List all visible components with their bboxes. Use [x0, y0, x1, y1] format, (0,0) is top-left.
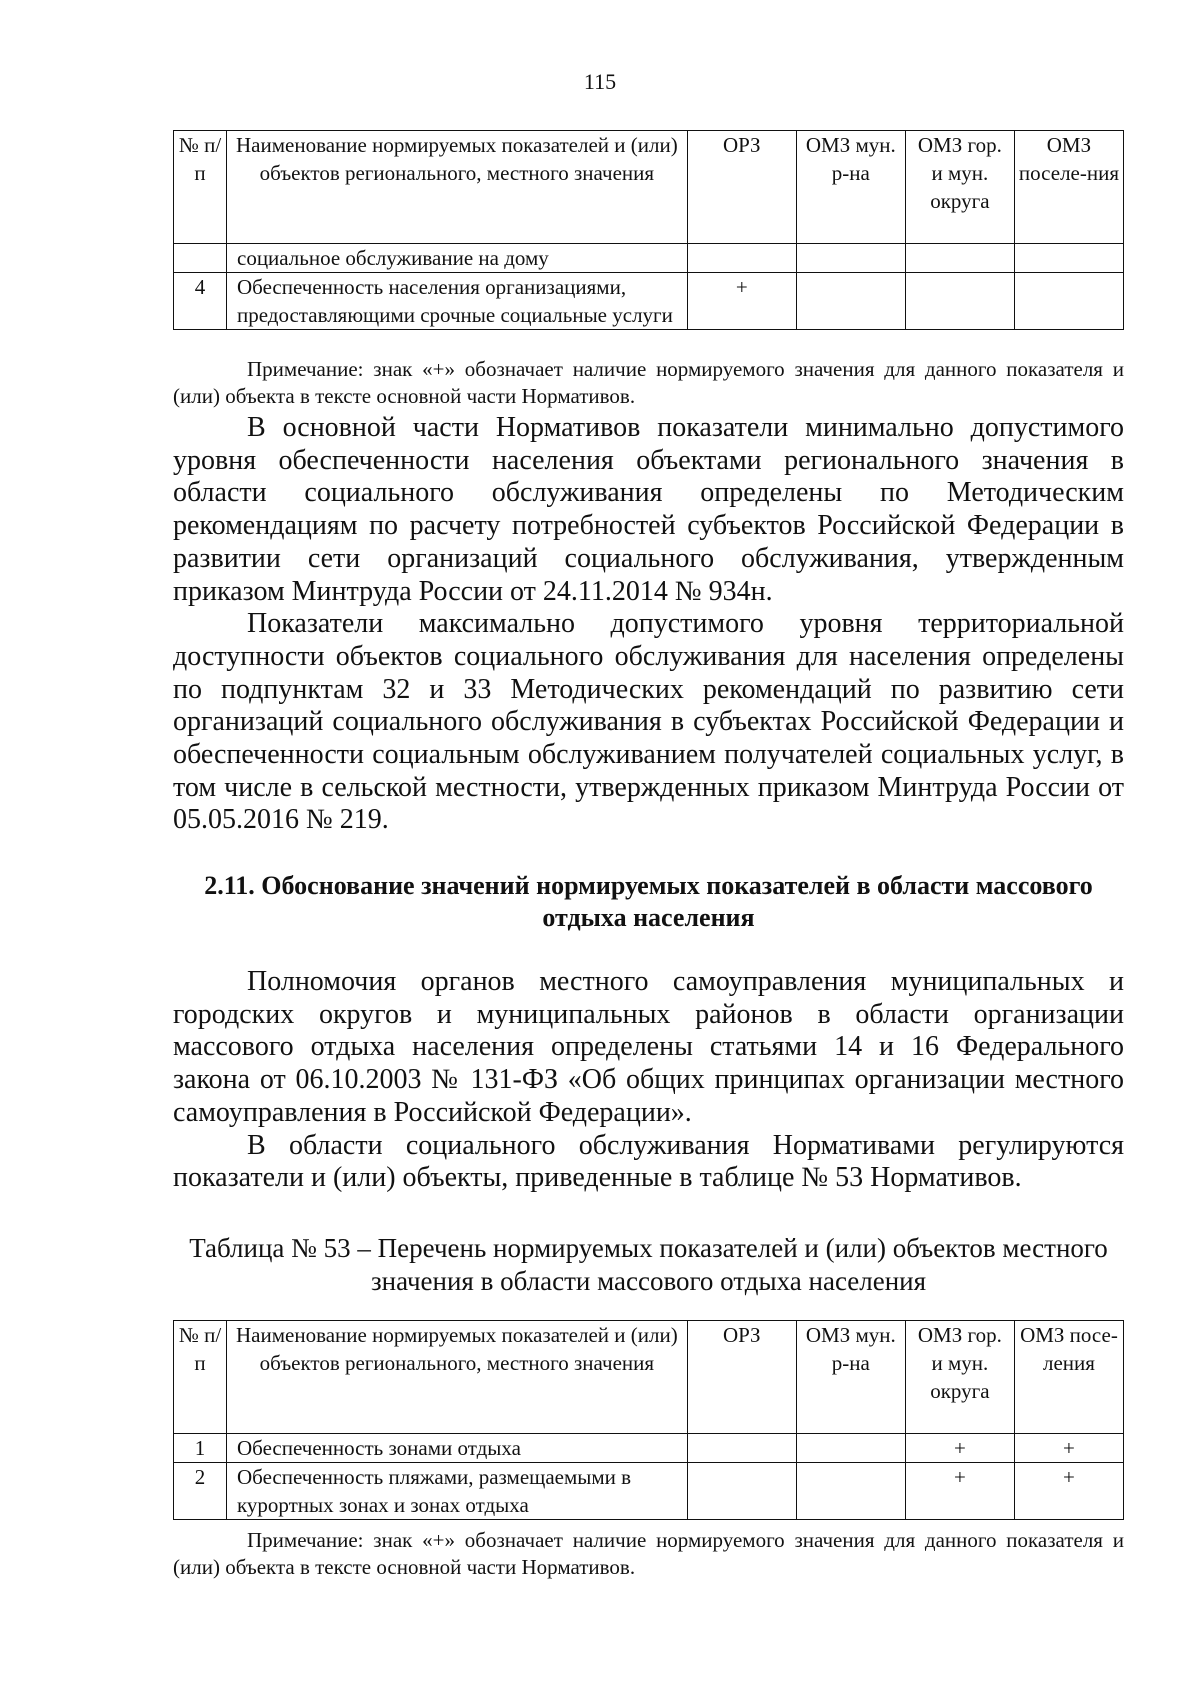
row-num: 1 — [174, 1434, 227, 1463]
table-caption: Таблица № 53 – Перечень нормируемых показателей и (или) объектов местного значения в области массового отдыха населения — [189, 1233, 1108, 1296]
section-heading: 2.11. Обоснование значений нормируемых показателей в области массового отдыха населения — [204, 871, 1093, 932]
table-53 — [173, 1320, 1124, 1520]
header-orz: ОРЗ — [687, 1321, 796, 1434]
header-num: № п/п — [174, 131, 227, 244]
paragraph: Полномочия органов местного самоуправления муниципальных и городских округов и муниципальных районов в области организации массового отдыха населения определены статьями 14 и 16 Федерального закона от 06.10.2003 № 131-ФЗ «Об общих принципах организации местного самоуправления в Российской Федерации». — [173, 966, 1124, 1128]
row-num: 4 — [174, 273, 227, 330]
row-orz: + — [687, 273, 796, 330]
row-omz-pos: + — [1014, 1434, 1123, 1463]
row-omz-gor: + — [905, 1434, 1014, 1463]
table-row — [174, 244, 1124, 273]
header-num: № п/п — [174, 1321, 227, 1434]
paragraph: В основной части Нормативов показатели минимально допустимого уровня обеспеченности населения объектами регионального значения в области социального обслуживания определены по Методическим рекомендациям по расчету потребностей субъектов Российской Федерации в развитии сети организаций социального обслуживания, утвержденным приказом Минтруда России от 24.11.2014 № 934н. — [173, 412, 1124, 607]
body-section-1 — [173, 412, 1124, 837]
header-omz-mun: ОМЗ мун. р-на — [796, 1321, 905, 1434]
row-name: социальное обслуживание на дому — [227, 244, 688, 273]
header-omz-gor: ОМЗ гор. и мун. округа — [905, 131, 1014, 244]
header-omz-pos: ОМЗ поселе-ния — [1014, 131, 1123, 244]
row-omz-mun — [796, 1463, 905, 1520]
header-name: Наименование нормируемых показателей и (или) объектов регионального, местного значения — [227, 1321, 688, 1434]
row-orz — [687, 1434, 796, 1463]
row-orz — [687, 244, 796, 273]
header-orz: ОРЗ — [687, 131, 796, 244]
row-name: Обеспеченность населения организациями, предоставляющими срочные социальные услуги — [227, 273, 688, 330]
table-note: Примечание: знак «+» обозначает наличие нормируемого значения для данного показателя и (или) объекта в тексте основной части Нормативов. — [173, 357, 1124, 408]
table-row — [174, 1463, 1124, 1520]
row-omz-gor — [905, 273, 1014, 330]
row-omz-gor: + — [905, 1463, 1014, 1520]
row-omz-pos — [1014, 244, 1123, 273]
paragraph: В области социального обслуживания Нормативами регулируются показатели и (или) объекты, приведенные в таблице № 53 Нормативов. — [173, 1129, 1124, 1194]
table-header-row — [174, 1321, 1124, 1434]
table-row — [174, 1434, 1124, 1463]
page-number: 115 — [583, 69, 617, 94]
header-name: Наименование нормируемых показателей и (или) объектов регионального, местного значения — [227, 131, 688, 244]
row-orz — [687, 1463, 796, 1520]
row-omz-mun — [796, 273, 905, 330]
body-section-2 — [173, 966, 1124, 1195]
row-omz-gor — [905, 244, 1014, 273]
row-omz-mun — [796, 244, 905, 273]
row-num: 2 — [174, 1463, 227, 1520]
row-name: Обеспеченность зонами отдыха — [227, 1434, 688, 1463]
table-row — [174, 273, 1124, 330]
row-omz-pos: + — [1014, 1463, 1123, 1520]
header-omz-gor: ОМЗ гор. и мун. округа — [905, 1321, 1014, 1434]
row-omz-mun — [796, 1434, 905, 1463]
table-continuation — [173, 130, 1124, 330]
row-num — [174, 244, 227, 273]
header-omz-pos: ОМЗ посе-ления — [1014, 1321, 1123, 1434]
row-name: Обеспеченность пляжами, размещаемыми в курортных зонах и зонах отдыха — [227, 1463, 688, 1520]
row-omz-pos — [1014, 273, 1123, 330]
table-note: Примечание: знак «+» обозначает наличие нормируемого значения для данного показателя и (или) объекта в тексте основной части Нормативов. — [173, 1528, 1124, 1579]
header-omz-mun: ОМЗ мун. р-на — [796, 131, 905, 244]
table-header-row — [174, 131, 1124, 244]
paragraph: Показатели максимально допустимого уровня территориальной доступности объектов социального обслуживания для населения определены по подпунктам 32 и 33 Методических рекомендаций по развитию сети организаций социального обслуживания в субъектах Российской Федерации и обеспеченности социальным обслуживанием получателей социальных услуг, в том числе в сельской местности, утвержденных приказом Минтруда России от 05.05.2016 № 219. — [173, 608, 1124, 836]
